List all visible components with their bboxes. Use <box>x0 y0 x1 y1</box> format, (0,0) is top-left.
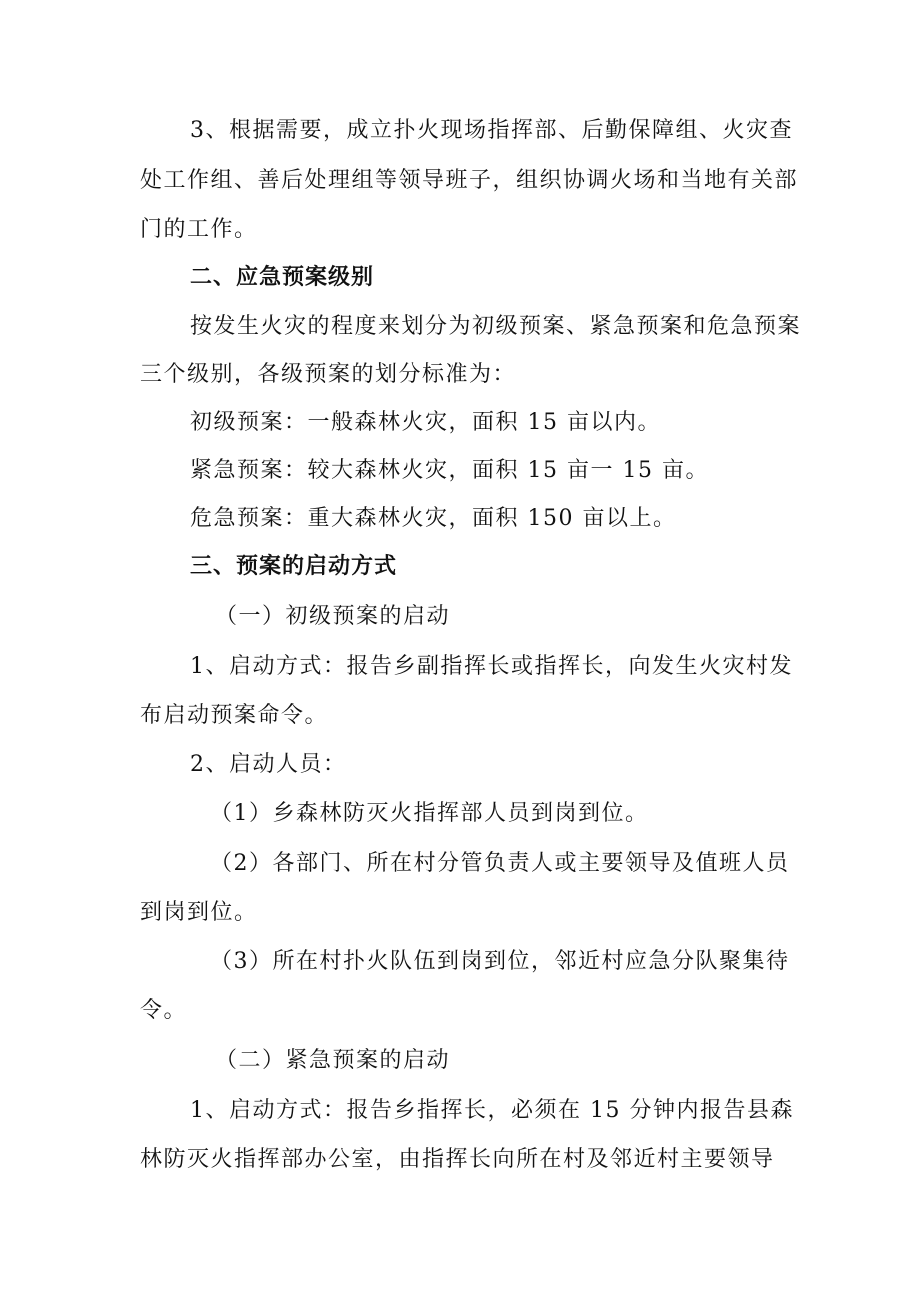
section-2-heading: 二、应急预案级别 <box>190 265 375 290</box>
sub-1-item-2-point-3-line-1: （3）所在村扑火队伍到岗到位，邻近村应急分队聚集待 <box>210 949 790 974</box>
sub-1-item-2-point-2-line-1: （2）各部门、所在村分管负责人或主要领导及值班人员 <box>210 851 790 876</box>
level-urgent: 紧急预案：较大森林火灾，面积 15 亩一 15 亩。 <box>190 458 709 483</box>
section-3-heading: 三、预案的启动方式 <box>190 554 398 579</box>
sub-2-item-1-line-2: 林防灭火指挥部办公室，由指挥长向所在村及邻近村主要领导 <box>140 1147 775 1172</box>
sub-1-item-1-line-2: 布启动预案命令。 <box>140 703 329 728</box>
sub-1-heading: （一）初级预案的启动 <box>215 604 451 629</box>
sub-1-item-2-point-3-line-2: 令。 <box>140 998 188 1023</box>
sub-1-item-2-point-1: （1）乡森林防灭火指挥部人员到岗到位。 <box>210 801 649 826</box>
para-3-line-1: 3、根据需要，成立扑火现场指挥部、后勤保障组、火灾查 <box>190 118 793 143</box>
sub-2-heading: （二）紧急预案的启动 <box>215 1048 451 1073</box>
level-critical: 危急预案：重大森林火灾，面积 150 亩以上。 <box>190 506 677 531</box>
levels-intro-line-1: 按发生火灾的程度来划分为初级预案、紧急预案和危急预案 <box>190 314 802 339</box>
sub-1-item-2-point-2-line-2: 到岗到位。 <box>140 900 258 925</box>
sub-1-item-1-line-1: 1、启动方式：报告乡副指挥长或指挥长，向发生火灾村发 <box>190 654 793 679</box>
para-3-line-3: 门的工作。 <box>140 217 258 242</box>
levels-intro-line-2: 三个级别，各级预案的划分标准为： <box>140 362 517 387</box>
level-initial: 初级预案：一般森林火灾，面积 15 亩以内。 <box>190 410 661 435</box>
para-3-line-2: 处工作组、善后处理组等领导班子，组织协调火场和当地有关部 <box>140 168 799 193</box>
sub-1-item-2: 2、启动人员： <box>190 752 347 777</box>
sub-2-item-1-line-1: 1、启动方式：报告乡指挥长，必须在 15 分钟内报告县森 <box>190 1098 794 1123</box>
